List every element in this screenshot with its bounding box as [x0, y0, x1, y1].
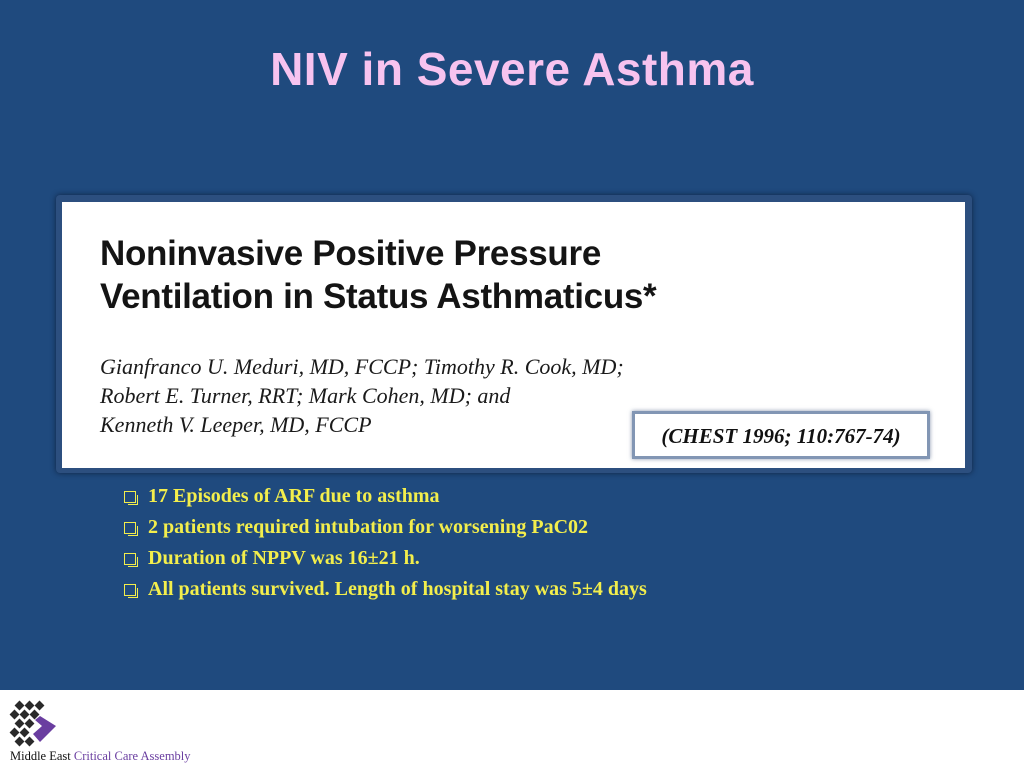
organization-name [10, 749, 191, 764]
bullet-text: All patients survived. Length of hospital stay was 5±4 days [148, 578, 647, 600]
checkbox-bullet-icon [124, 553, 136, 565]
slide-title: NIV in Severe Asthma [270, 43, 754, 95]
checkbox-bullet-icon [124, 491, 136, 503]
bullet-text: 2 patients required intubation for worsening PaC02 [148, 516, 589, 538]
org-name-part: Middle East [10, 749, 71, 763]
org-name-accent: Critical Care Assembly [73, 749, 191, 763]
citation-text: (CHEST 1996; 110:767-74) [661, 424, 901, 448]
bullet-list [124, 481, 647, 605]
checkbox-bullet-icon [124, 522, 136, 534]
diamond-grid-logo-icon [6, 698, 66, 750]
paper-title [100, 232, 656, 318]
author-line: Robert E. Turner, RRT; Mark Cohen, MD; and [100, 383, 511, 408]
bullet-item [124, 543, 647, 574]
citation-box [632, 411, 930, 459]
bullet-item [124, 574, 647, 605]
bullet-item [124, 481, 647, 512]
paper-title-line: Ventilation in Status Asthmaticus* [100, 277, 657, 316]
bullet-text: 17 Episodes of ARF due to asthma [148, 485, 440, 507]
footer [0, 690, 1024, 768]
bullet-item [124, 512, 647, 543]
author-line: Kenneth V. Leeper, MD, FCCP [100, 412, 372, 437]
checkbox-bullet-icon [124, 584, 136, 596]
bullet-text: Duration of NPPV was 16±21 h. [148, 547, 420, 569]
paper-authors [100, 352, 624, 439]
author-line: Gianfranco U. Meduri, MD, FCCP; Timothy R. Cook, MD; [100, 354, 624, 379]
paper-title-line: Noninvasive Positive Pressure [100, 234, 601, 273]
